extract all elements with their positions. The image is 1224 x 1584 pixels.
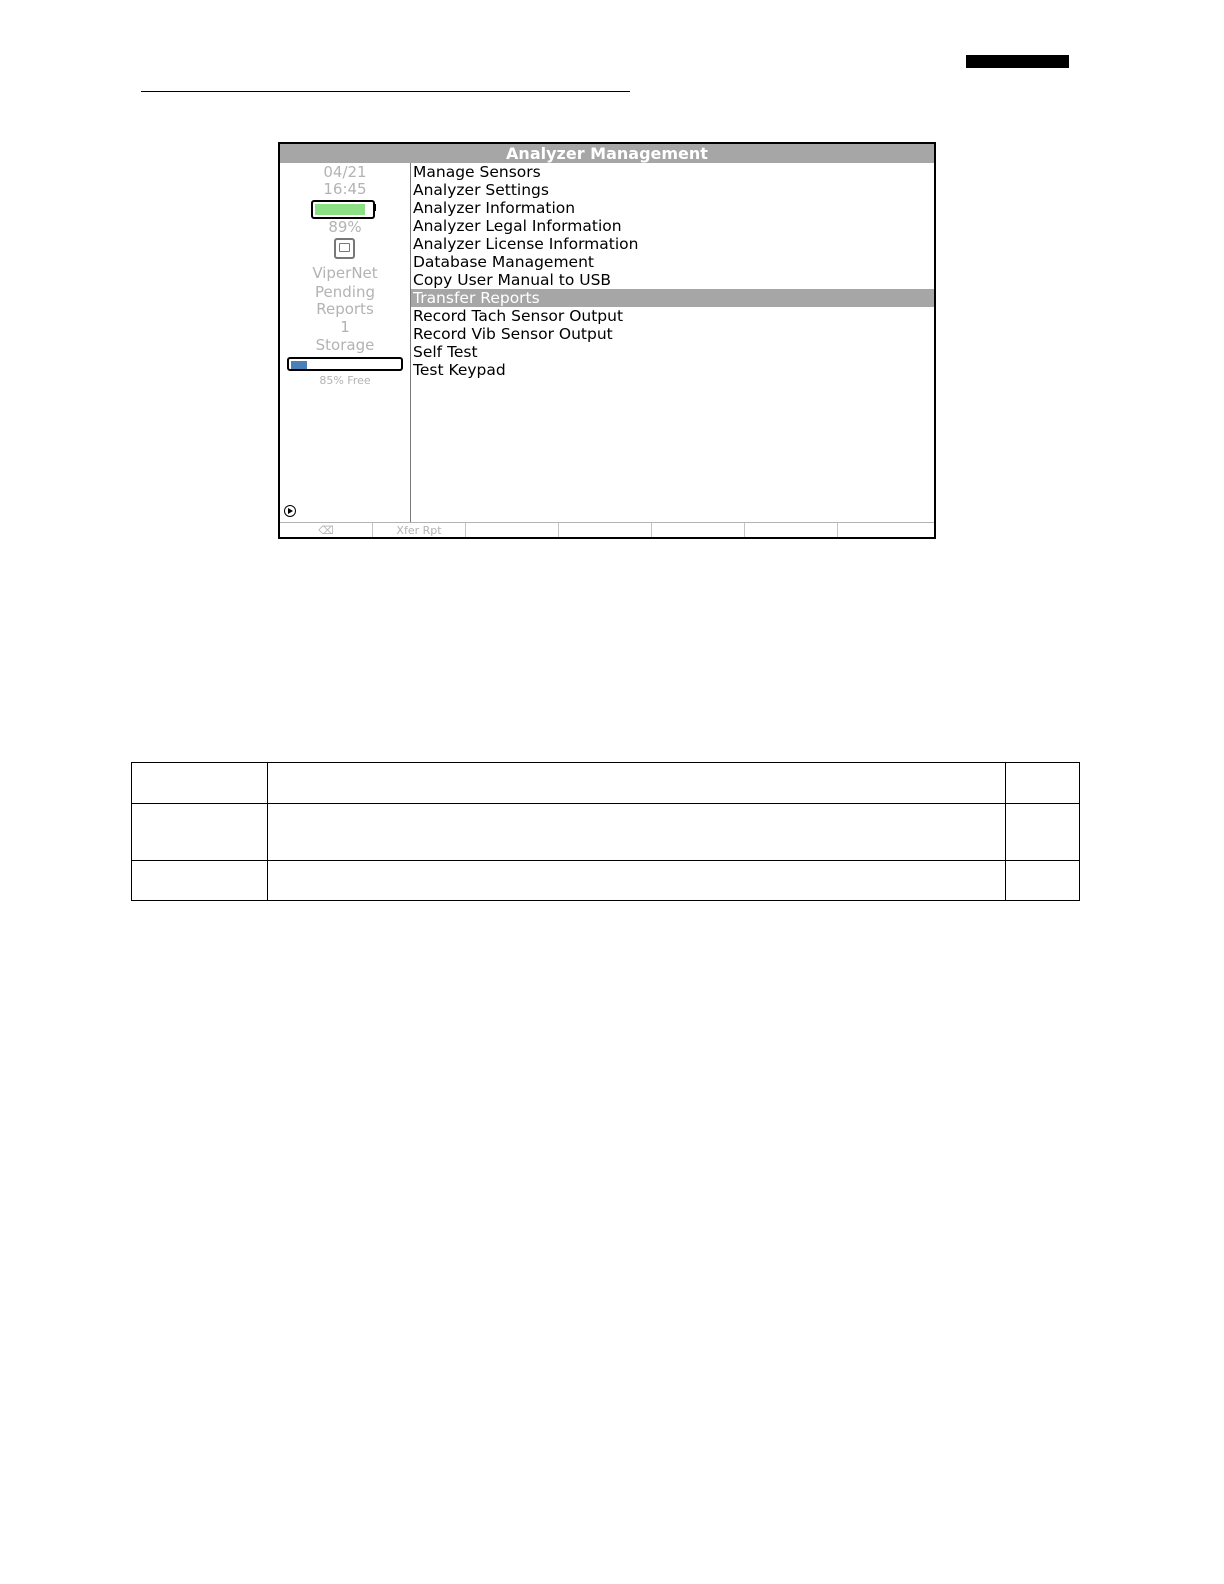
reports-label: Reports bbox=[316, 300, 374, 318]
menu-item[interactable]: Record Tach Sensor Output bbox=[413, 307, 624, 325]
menu-item[interactable]: Analyzer License Information bbox=[413, 235, 639, 253]
menu-item[interactable]: Copy User Manual to USB bbox=[413, 271, 612, 289]
softkey-7[interactable] bbox=[838, 523, 934, 538]
vipernet-label: ViperNet bbox=[312, 264, 378, 282]
menu-item[interactable]: Analyzer Settings bbox=[413, 181, 549, 199]
backspace-icon: ⌫ bbox=[318, 524, 334, 537]
ethernet-icon bbox=[334, 238, 355, 259]
menu-item[interactable]: Analyzer Legal Information bbox=[413, 217, 622, 235]
menu-item[interactable]: Self Test bbox=[413, 343, 478, 361]
menu-list bbox=[411, 163, 934, 522]
menu-item[interactable]: Analyzer Information bbox=[413, 199, 576, 217]
storage-used-fill bbox=[291, 361, 307, 369]
table-row bbox=[132, 763, 1080, 804]
table-cell bbox=[132, 861, 268, 901]
menu-item[interactable]: Manage Sensors bbox=[413, 163, 541, 181]
table-cell bbox=[1006, 763, 1080, 804]
table-cell bbox=[1006, 861, 1080, 901]
table-row bbox=[132, 861, 1080, 901]
softkey-2[interactable]: Xfer Rpt bbox=[373, 523, 466, 538]
storage-bar bbox=[287, 357, 403, 371]
menu-item[interactable]: Test Keypad bbox=[413, 361, 506, 379]
softkey-6[interactable] bbox=[745, 523, 838, 538]
softkey-4[interactable] bbox=[559, 523, 652, 538]
softkey-backspace[interactable] bbox=[280, 523, 373, 538]
menu-item[interactable]: Transfer Reports bbox=[411, 289, 934, 307]
battery-terminal bbox=[373, 204, 376, 211]
table-cell bbox=[132, 804, 268, 861]
softkey-bar bbox=[280, 522, 934, 538]
table-cell bbox=[267, 861, 1005, 901]
analyzer-screen bbox=[278, 142, 936, 539]
pending-count: 1 bbox=[340, 318, 350, 336]
status-date: 04/21 bbox=[323, 163, 367, 181]
battery-level-fill bbox=[315, 204, 365, 215]
table-row bbox=[132, 804, 1080, 861]
table-cell bbox=[1006, 804, 1080, 861]
storage-free: 85% Free bbox=[319, 374, 371, 387]
screen-title: Analyzer Management bbox=[280, 144, 934, 163]
header-redaction-bar bbox=[966, 55, 1069, 68]
status-pane bbox=[280, 163, 411, 522]
pending-label: Pending bbox=[315, 283, 375, 301]
table-cell bbox=[267, 804, 1005, 861]
menu-item[interactable]: Record Vib Sensor Output bbox=[413, 325, 613, 343]
table-cell bbox=[132, 763, 268, 804]
softkey-3[interactable] bbox=[466, 523, 559, 538]
header-rule bbox=[141, 91, 630, 92]
battery-percent: 89% bbox=[328, 218, 362, 236]
play-circle-icon[interactable] bbox=[284, 505, 296, 517]
document-table bbox=[131, 762, 1080, 901]
battery-icon bbox=[311, 200, 375, 219]
table-cell bbox=[267, 763, 1005, 804]
softkey-5[interactable] bbox=[652, 523, 745, 538]
storage-label: Storage bbox=[315, 336, 375, 354]
menu-item[interactable]: Database Management bbox=[413, 253, 594, 271]
status-time: 16:45 bbox=[323, 180, 367, 198]
